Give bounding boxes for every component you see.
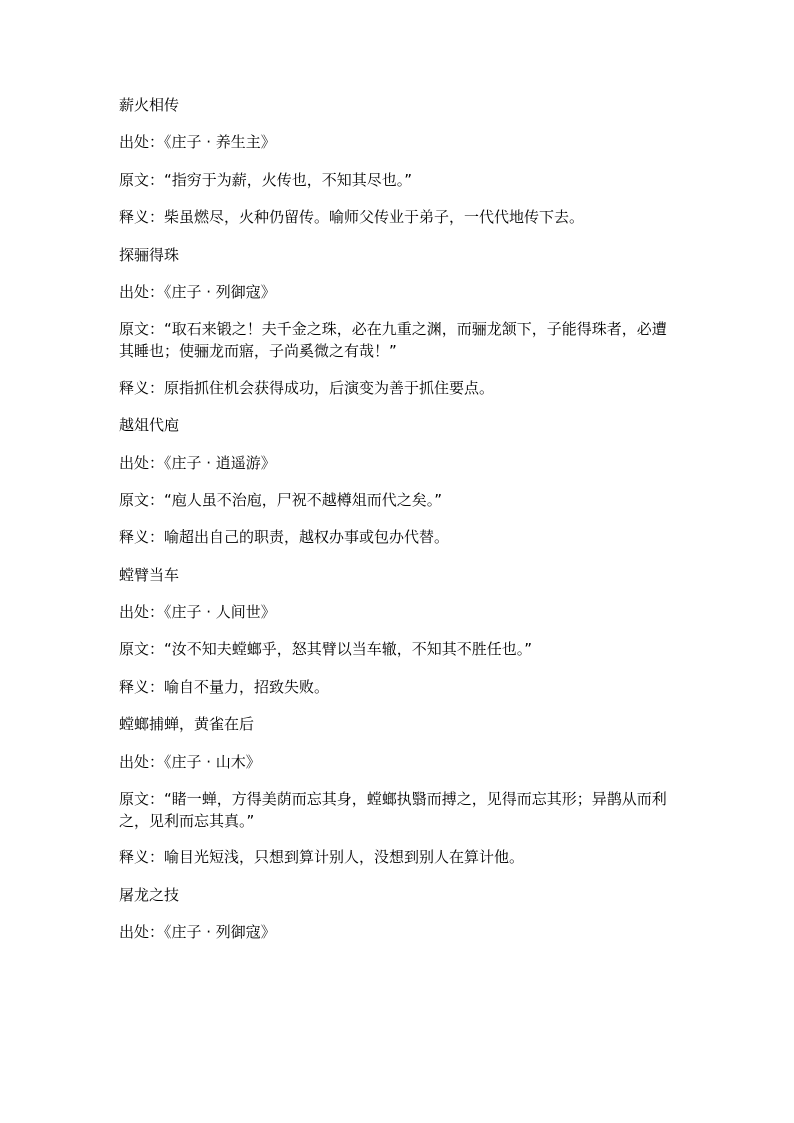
idiom-list xyxy=(119,94,679,959)
idiom-title: 薪火相传 xyxy=(119,96,180,114)
idiom-original-text: 原文：“汝不知夫螳螂乎，怒其臂以当车辙，不知其不胜任也。” xyxy=(119,640,533,659)
idiom-title: 螳螂捕蝉，黄雀在后 xyxy=(119,715,255,734)
idiom-original-text: 原文：“庖人虽不治庖，尸祝不越樽俎而代之矣。” xyxy=(119,490,443,509)
idiom-source: 出处：《庄子 · 养生主》 xyxy=(119,133,276,152)
idiom-meaning: 释义：喻自不量力，招致失败。 xyxy=(119,677,330,696)
idiom-entry xyxy=(119,414,679,549)
idiom-original-text: 原文：“取石来锻之！夫千金之珠，必在九重之渊，而骊龙颔下，子能得珠者，必遭其睡也；使骊龙而寤，子尚奚微之有哉！” xyxy=(119,320,667,361)
idiom-meaning: 释义：原指抓住机会获得成功，后演变为善于抓住要点。 xyxy=(119,378,495,397)
idiom-entry xyxy=(119,713,679,869)
idiom-source: 出处：《庄子 · 山木》 xyxy=(119,752,261,771)
idiom-meaning: 释义：柴虽燃尽，火种仍留传。喻师父传业于弟子，一代代地传下去。 xyxy=(119,208,585,227)
idiom-original-text: 原文：“指穷于为薪，火传也，不知其尽也。” xyxy=(119,170,413,189)
idiom-meaning: 释义：喻目光短浅，只想到算计别人，没想到别人在算计他。 xyxy=(119,848,525,867)
idiom-title: 螳臂当车 xyxy=(119,565,180,584)
idiom-title: 探骊得珠 xyxy=(119,245,180,264)
idiom-source: 出处：《庄子 · 列御寇》 xyxy=(119,923,276,942)
idiom-entry xyxy=(119,884,679,944)
idiom-entry xyxy=(119,244,679,400)
idiom-source: 出处：《庄子 · 逍遥游》 xyxy=(119,453,276,472)
idiom-meaning: 释义：喻超出自己的职责，越权办事或包办代替。 xyxy=(119,528,450,547)
idiom-source: 出处：《庄子 · 人间世》 xyxy=(119,603,276,622)
idiom-entry xyxy=(119,94,679,229)
idiom-source: 出处：《庄子 · 列御寇》 xyxy=(119,282,276,301)
idiom-original-text: 原文：“睹一蝉，方得美荫而忘其身，螳螂执翳而搏之，见得而忘其形；异鹊从而利之，见利而忘其真。” xyxy=(119,790,667,831)
idiom-entry xyxy=(119,564,679,699)
idiom-title: 屠龙之技 xyxy=(119,885,180,904)
idiom-title: 越俎代庖 xyxy=(119,416,180,435)
